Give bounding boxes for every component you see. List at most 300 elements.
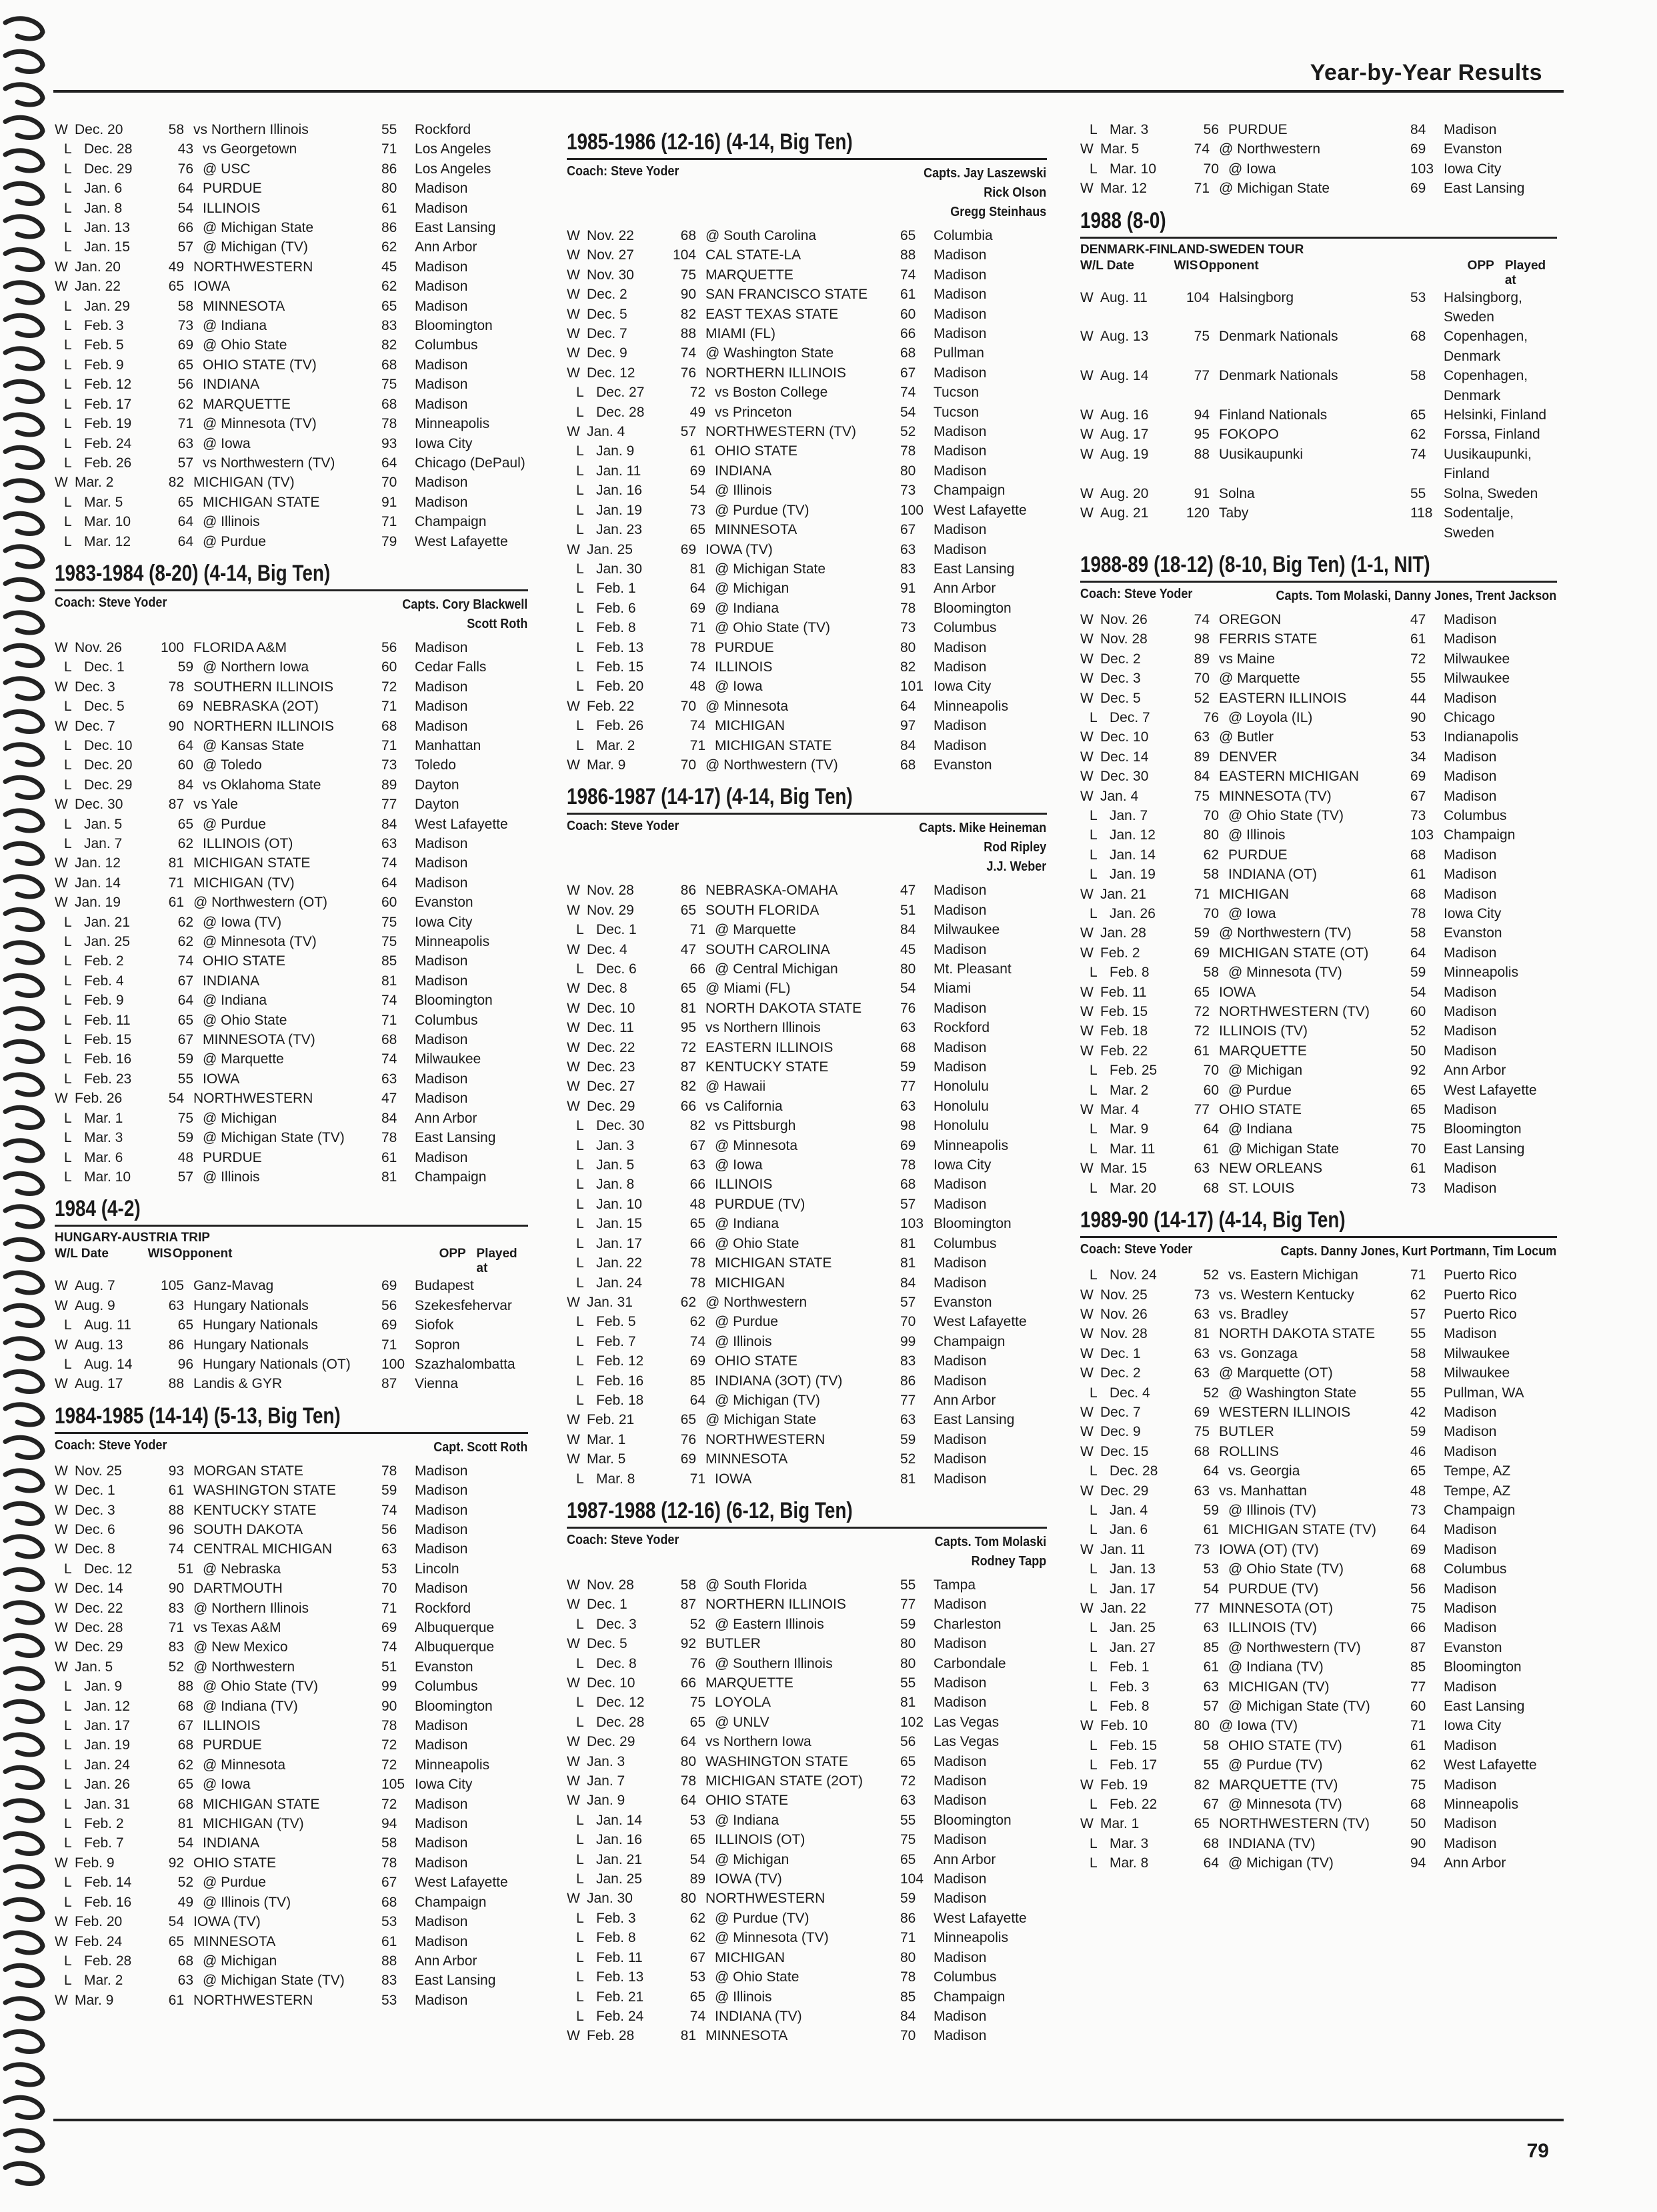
- opponent-score: 69: [900, 1137, 916, 1153]
- wisconsin-score: 57: [177, 239, 193, 255]
- column-header: WIS: [147, 1247, 172, 1261]
- game-opponent: SAN FRANCISCO STATE: [705, 287, 868, 303]
- opponent-score: 80: [381, 181, 397, 197]
- game-result: W: [1080, 729, 1094, 745]
- game-result: W: [1080, 1601, 1094, 1616]
- game-result: W: [55, 1521, 68, 1537]
- game-result: L: [64, 1894, 72, 1910]
- game-result: L: [64, 298, 72, 314]
- game-location: Madison: [415, 855, 468, 871]
- opponent-score: 61: [381, 1149, 397, 1165]
- wisconsin-score: 65: [689, 1989, 705, 2005]
- game-row: [567, 559, 1047, 579]
- game-opponent: INDIANA: [203, 1835, 260, 1851]
- game-result: L: [1090, 1063, 1098, 1079]
- game-date: Feb. 11: [1100, 984, 1147, 1000]
- game-result: W: [55, 895, 68, 911]
- game-date: Feb. 5: [84, 337, 124, 353]
- game-location: Madison: [1444, 1679, 1497, 1695]
- game-opponent: @ Central Michigan: [715, 961, 838, 977]
- wisconsin-score: 57: [177, 1169, 193, 1185]
- wisconsin-score: 64: [689, 1392, 705, 1408]
- game-date: Feb. 13: [596, 639, 644, 655]
- game-opponent: IOWA (TV): [715, 1871, 782, 1887]
- game-result: W: [567, 1577, 580, 1593]
- game-opponent: @ Indiana (TV): [1228, 1659, 1324, 1675]
- opponent-score: 74: [381, 1639, 397, 1655]
- wisconsin-score: 73: [177, 318, 193, 334]
- wisconsin-score: 62: [177, 396, 193, 412]
- game-date: Jan. 7: [1110, 807, 1148, 823]
- opponent-score: 60: [381, 895, 397, 911]
- game-result: W: [1080, 485, 1094, 501]
- wisconsin-score: 65: [168, 279, 184, 295]
- game-row: [567, 1654, 1047, 1673]
- game-opponent: @ Iowa: [203, 435, 251, 451]
- game-opponent: @ Ohio State (TV): [715, 620, 831, 636]
- game-result: W: [1080, 1287, 1094, 1303]
- wisconsin-score: 74: [1194, 611, 1210, 627]
- game-result: W: [1080, 181, 1094, 197]
- game-result: W: [1080, 407, 1094, 423]
- game-date: Feb. 12: [84, 377, 132, 393]
- game-row: [567, 1673, 1047, 1693]
- game-opponent: @ Ohio State: [715, 1969, 799, 1985]
- game-date: Jan. 26: [1110, 906, 1156, 921]
- game-date: Nov. 26: [1100, 1306, 1148, 1322]
- game-date: Aug. 13: [75, 1337, 123, 1353]
- game-row: [567, 881, 1047, 900]
- wisconsin-score: 82: [680, 306, 696, 322]
- game-date: Feb. 28: [84, 1953, 132, 1969]
- season-title: 1986-1987 (14-17) (4-14, Big Ten): [567, 784, 853, 810]
- spiral-ring: [5, 1207, 43, 1227]
- opponent-score: 85: [900, 1989, 916, 2005]
- opponent-score: 71: [381, 1337, 397, 1353]
- game-location: Madison: [934, 1451, 987, 1467]
- game-date: Nov. 24: [1110, 1267, 1157, 1283]
- opponent-score: 71: [381, 699, 397, 715]
- game-row: [1080, 825, 1557, 845]
- game-date: Dec. 20: [84, 757, 133, 773]
- wisconsin-score: 58: [680, 1577, 696, 1593]
- game-row: [567, 343, 1047, 363]
- game-location: Ann Arbor: [415, 1953, 477, 1969]
- game-opponent: MORGAN STATE: [193, 1463, 303, 1479]
- game-date: Dec. 9: [587, 345, 627, 361]
- game-location: Evanston: [1444, 1639, 1502, 1655]
- game-opponent: @ Washington State: [705, 345, 834, 361]
- game-location: Iowa City: [1444, 1718, 1502, 1734]
- game-date: Jan. 11: [1100, 1541, 1146, 1557]
- game-location: Carbondale: [934, 1655, 1006, 1671]
- game-location: Madison: [934, 463, 987, 479]
- wisconsin-score: 74: [689, 718, 705, 734]
- game-row: [55, 1735, 528, 1755]
- game-row: [567, 501, 1047, 520]
- wisconsin-score: 76: [680, 1431, 696, 1447]
- wisconsin-score: 62: [177, 1757, 193, 1773]
- game-opponent: @ South Florida: [705, 1577, 807, 1593]
- wisconsin-score: 65: [689, 522, 705, 538]
- wisconsin-score: 72: [1194, 1004, 1210, 1020]
- wisconsin-score: 81: [680, 1000, 696, 1016]
- game-date: Dec. 8: [587, 981, 627, 997]
- spiral-ring: [5, 777, 43, 797]
- opponent-score: 71: [1410, 1267, 1426, 1283]
- game-date: Aug. 11: [1100, 289, 1148, 305]
- game-result: W: [1080, 1424, 1094, 1440]
- season-title: 1984 (4-2): [55, 1196, 141, 1222]
- opponent-score: 50: [1410, 1816, 1426, 1832]
- game-result: L: [64, 1718, 72, 1734]
- game-result: W: [55, 279, 68, 295]
- opponent-score: 74: [900, 385, 916, 401]
- top-rule: [53, 90, 1564, 93]
- game-opponent: @ Minnesota: [715, 1137, 798, 1153]
- wisconsin-score: 89: [1194, 651, 1210, 667]
- opponent-score: 69: [381, 1278, 397, 1294]
- wisconsin-score: 68: [680, 228, 696, 243]
- game-date: Feb. 16: [84, 1894, 132, 1910]
- wisconsin-score: 68: [177, 1698, 193, 1714]
- game-date: Jan. 13: [1110, 1561, 1156, 1577]
- game-opponent: @ Minnesota: [705, 698, 789, 714]
- game-location: Madison: [415, 279, 468, 295]
- game-result: L: [1090, 1121, 1098, 1137]
- game-row: [55, 1775, 528, 1794]
- game-date: Feb. 23: [84, 1071, 132, 1087]
- game-row: [1080, 885, 1557, 904]
- spiral-ring: [5, 1173, 43, 1193]
- wisconsin-score: 58: [177, 298, 193, 314]
- game-row: [1080, 1159, 1557, 1178]
- game-location: Madison: [934, 443, 987, 459]
- game-date: Dec. 9: [1100, 1424, 1141, 1440]
- game-opponent: FLORIDA A&M: [193, 639, 287, 655]
- game-row: [1080, 1305, 1557, 1324]
- game-row: [1080, 1383, 1557, 1403]
- game-location: Madison: [934, 1255, 987, 1271]
- game-date: Aug. 20: [1100, 485, 1149, 501]
- game-row: [1080, 139, 1557, 159]
- game-row: [1080, 1559, 1557, 1579]
- wisconsin-score: 62: [1203, 847, 1219, 863]
- opponent-score: 81: [900, 1235, 916, 1251]
- wisconsin-score: 63: [1194, 1345, 1210, 1361]
- game-row: [567, 1097, 1047, 1116]
- wisconsin-score: 104: [672, 247, 696, 263]
- game-row: [55, 853, 528, 873]
- game-location: Minneapolis: [1444, 965, 1519, 981]
- wisconsin-score: 74: [689, 2008, 705, 2024]
- game-row: [567, 1175, 1047, 1194]
- game-date: Feb. 2: [84, 1816, 124, 1832]
- game-opponent: KENTUCKY STATE: [705, 1059, 829, 1075]
- game-result: L: [576, 1989, 584, 2005]
- spiral-ring: [5, 217, 43, 237]
- game-row: [55, 1579, 528, 1598]
- wisconsin-score: 49: [689, 404, 705, 420]
- wisconsin-score: 84: [1194, 769, 1210, 785]
- game-date: Mar. 15: [1100, 1161, 1148, 1177]
- spiral-ring: [5, 943, 43, 963]
- wisconsin-score: 75: [1194, 788, 1210, 804]
- game-date: Feb. 19: [1100, 1777, 1148, 1793]
- game-row: [567, 1693, 1047, 1712]
- opponent-score: 83: [900, 561, 916, 577]
- game-location: Bloomington: [415, 318, 493, 334]
- game-opponent: @ Butler: [1219, 729, 1274, 745]
- game-result: L: [576, 1949, 584, 1965]
- wisconsin-score: 65: [1194, 1816, 1210, 1832]
- game-location: Madison: [415, 1502, 468, 1518]
- game-row: [1080, 649, 1557, 669]
- wisconsin-score: 64: [177, 737, 193, 753]
- game-date: Feb. 17: [84, 396, 132, 412]
- game-result: W: [55, 797, 68, 813]
- game-result: W: [55, 1337, 68, 1353]
- game-location: Columbus: [934, 1235, 997, 1251]
- game-row: [55, 1520, 528, 1539]
- game-date: Jan. 7: [587, 1773, 625, 1789]
- opponent-score: 53: [381, 1914, 397, 1930]
- spiral-ring: [5, 645, 43, 665]
- captains: [1281, 1242, 1557, 1261]
- game-row: [55, 1657, 528, 1677]
- wisconsin-score: 66: [689, 961, 705, 977]
- wisconsin-score: 71: [689, 737, 705, 753]
- game-row: [567, 265, 1047, 285]
- spiral-ring: [5, 1569, 43, 1589]
- game-result: L: [1090, 709, 1098, 725]
- game-date: Mar. 2: [84, 1973, 123, 1989]
- game-row: [1080, 1657, 1557, 1677]
- wisconsin-score: 65: [177, 1012, 193, 1028]
- game-date: Nov. 28: [1100, 631, 1148, 647]
- game-opponent: MINNESOTA: [705, 1451, 788, 1467]
- game-result: W: [567, 424, 580, 440]
- game-location: Columbus: [1444, 807, 1507, 823]
- game-location: Columbus: [934, 1969, 997, 1985]
- game-result: L: [576, 1655, 584, 1671]
- game-location: Tempe, AZ: [1444, 1483, 1511, 1499]
- wisconsin-score: 69: [689, 1353, 705, 1369]
- wisconsin-score: 81: [680, 2028, 696, 2044]
- game-opponent: IOWA (TV): [705, 541, 773, 557]
- game-row: [1080, 629, 1557, 649]
- wisconsin-score: 73: [1194, 1287, 1210, 1303]
- game-opponent: Denmark Nationals: [1219, 329, 1338, 345]
- game-result: L: [1090, 827, 1098, 843]
- game-row: [567, 1018, 1047, 1037]
- game-row: [567, 285, 1047, 304]
- wisconsin-score: 49: [177, 1894, 193, 1910]
- game-row: [55, 179, 528, 198]
- wisconsin-score: 54: [177, 1835, 193, 1851]
- game-date: Feb. 9: [84, 357, 124, 373]
- game-row: [567, 1057, 1047, 1077]
- season-rule: [567, 813, 1047, 815]
- game-result: W: [567, 1079, 580, 1095]
- game-date: Dec. 15: [1100, 1443, 1149, 1459]
- game-row: [567, 1391, 1047, 1410]
- opponent-score: 63: [900, 1793, 916, 1809]
- wisconsin-score: 65: [177, 1777, 193, 1793]
- game-result: W: [567, 2028, 580, 2044]
- game-date: Jan. 21: [84, 914, 130, 930]
- opponent-score: 78: [1410, 906, 1426, 921]
- game-date: Feb. 13: [596, 1969, 644, 1985]
- game-date: Feb. 20: [596, 679, 644, 695]
- game-date: Aug. 19: [1100, 446, 1149, 462]
- captains: [935, 1533, 1047, 1571]
- game-location: Columbia: [934, 228, 993, 243]
- game-date: Feb. 26: [75, 1091, 123, 1107]
- game-opponent: @ Indiana: [203, 993, 267, 1009]
- opponent-score: 54: [900, 981, 916, 997]
- game-location: Madison: [415, 1796, 468, 1812]
- coach-name: Coach: Steve Yoder: [567, 1532, 679, 1547]
- game-result: L: [64, 699, 72, 715]
- game-result: L: [64, 239, 72, 255]
- game-location: Madison: [415, 1835, 468, 1851]
- game-opponent: vs. Eastern Michigan: [1228, 1267, 1358, 1283]
- game-row: [1080, 1081, 1557, 1100]
- game-result: L: [64, 200, 72, 216]
- game-date: Feb. 9: [75, 1855, 115, 1871]
- wisconsin-score: 81: [689, 561, 705, 577]
- game-date: Dec. 3: [75, 1502, 115, 1518]
- wisconsin-score: 75: [1194, 329, 1210, 345]
- game-location: Bloomington: [1444, 1121, 1522, 1137]
- game-row: [55, 316, 528, 335]
- game-opponent: @ Ohio State (TV): [1228, 807, 1344, 823]
- opponent-score: 69: [1410, 1541, 1426, 1557]
- game-opponent: @ Michigan: [203, 1953, 277, 1969]
- page-number: 79: [1526, 2140, 1549, 2162]
- game-result: L: [64, 1875, 72, 1891]
- column-2: [567, 120, 1047, 2054]
- wisconsin-score: 81: [168, 855, 184, 871]
- game-result: L: [576, 1910, 584, 1926]
- game-location: Minneapolis: [415, 1757, 490, 1773]
- game-result: L: [64, 337, 72, 353]
- opponent-score: 81: [381, 1169, 397, 1185]
- wisconsin-score: 68: [177, 1953, 193, 1969]
- game-opponent: @ Minnesota (TV): [715, 1930, 829, 1946]
- wisconsin-score: 80: [1194, 1718, 1210, 1734]
- game-row: [55, 755, 528, 775]
- opponent-score: 60: [1410, 1004, 1426, 1020]
- game-date: Feb. 7: [84, 1835, 124, 1851]
- opponent-score: 80: [900, 961, 916, 977]
- game-date: Feb. 2: [84, 953, 124, 969]
- wisconsin-score: 64: [689, 581, 705, 597]
- wisconsin-score: 66: [689, 1235, 705, 1251]
- opponent-score: 71: [381, 141, 397, 157]
- opponent-score: 80: [900, 639, 916, 655]
- opponent-score: 62: [1410, 1287, 1426, 1303]
- game-result: L: [576, 1832, 584, 1848]
- game-result: L: [576, 600, 584, 616]
- game-opponent: @ Marquette: [1219, 671, 1300, 687]
- game-date: Dec. 7: [587, 326, 627, 342]
- game-opponent: PURDUE: [203, 181, 262, 197]
- game-row: [55, 991, 528, 1010]
- game-date: Dec. 29: [84, 161, 133, 177]
- game-location: Minneapolis: [934, 698, 1009, 714]
- game-location: Madison: [934, 1773, 987, 1789]
- game-date: Feb. 5: [596, 1314, 636, 1330]
- game-location: Columbus: [1444, 1561, 1507, 1577]
- game-row: [1080, 179, 1557, 198]
- wisconsin-score: 71: [689, 922, 705, 938]
- opponent-score: 80: [900, 1655, 916, 1671]
- game-date: Aug. 17: [75, 1376, 123, 1392]
- game-row: [1080, 1501, 1557, 1520]
- game-row: [55, 120, 528, 139]
- opponent-score: 71: [381, 737, 397, 753]
- games-list: [1080, 610, 1557, 1198]
- spiral-ring: [5, 1009, 43, 1029]
- game-opponent: vs Georgetown: [203, 141, 297, 157]
- captain-line: Rick Olson: [984, 185, 1047, 200]
- season-section: [55, 1403, 528, 2010]
- season-rule: [1080, 237, 1557, 239]
- game-result: L: [64, 1796, 72, 1812]
- opponent-score: 58: [1410, 1345, 1426, 1361]
- game-opponent: @ Miami (FL): [705, 981, 791, 997]
- game-opponent: @ Minnesota (TV): [1228, 1797, 1342, 1813]
- game-result: L: [64, 1051, 72, 1067]
- game-date: Feb. 8: [596, 620, 636, 636]
- game-location: Madison: [415, 1737, 468, 1753]
- opponent-score: 55: [1410, 1385, 1426, 1401]
- game-row: [55, 1128, 528, 1147]
- game-date: Dec. 7: [75, 718, 115, 734]
- wisconsin-score: 52: [689, 1616, 705, 1632]
- game-result: L: [576, 1333, 584, 1349]
- game-result: L: [576, 1871, 584, 1887]
- game-location: Madison: [415, 1149, 468, 1165]
- opponent-score: 69: [381, 1620, 397, 1635]
- wisconsin-score: 77: [1194, 368, 1210, 384]
- game-location: East Lansing: [1444, 1699, 1525, 1715]
- game-location: Evanston: [934, 757, 992, 773]
- game-opponent: @ USC: [203, 161, 251, 177]
- opponent-score: 67: [381, 1875, 397, 1891]
- game-row: [567, 1615, 1047, 1634]
- opponent-score: 103: [900, 1216, 924, 1232]
- game-location: Madison: [415, 1855, 468, 1871]
- game-location: Cedar Falls: [415, 659, 487, 675]
- game-result: L: [64, 377, 72, 393]
- game-location: Madison: [934, 1793, 987, 1809]
- wisconsin-score: 68: [177, 1796, 193, 1812]
- game-opponent: @ Purdue: [203, 816, 266, 832]
- game-row: [1080, 983, 1557, 1002]
- game-location: Ann Arbor: [1444, 1063, 1506, 1079]
- wisconsin-score: 87: [680, 1059, 696, 1075]
- game-date: Jan. 28: [1100, 925, 1146, 941]
- game-date: Mar. 9: [75, 1992, 114, 2008]
- wisconsin-score: 87: [168, 797, 184, 813]
- game-location: Milwaukee: [1444, 651, 1510, 667]
- game-result: L: [576, 1695, 584, 1711]
- game-result: W: [567, 267, 580, 283]
- game-result: L: [576, 561, 584, 577]
